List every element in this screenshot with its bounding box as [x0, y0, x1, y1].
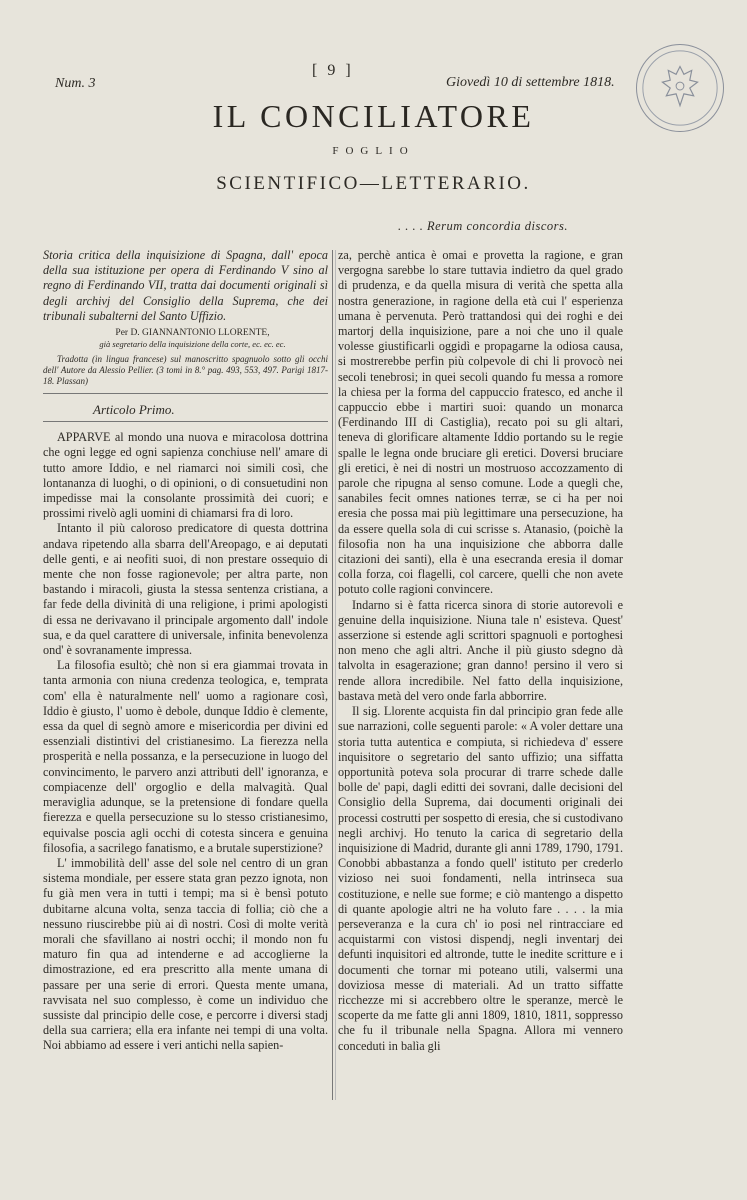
- column-divider: [332, 250, 336, 1100]
- page-number: [ 9 ]: [312, 62, 354, 79]
- article-rule-bottom: [43, 421, 328, 422]
- paragraph: L' immobilità dell' asse del sole nel centro di un gran sistema mondiale, per essere stata gran pezzo ignota, non fu già men vera in tutti i tempi; ma si è bensì potuto dubitarne alcuna volta, senza taccia di follia; ciò che a nessuno riuscirebbe più ai dì nostri. Così di molte verità morali che sfavillano ai nostri occhi; il mondo non fu maturo fin qua ad intenderne e ad accoglierne la dimostrazione, ed era prescritto alla mente umana di passare per una serie di errori. Questa mente umana, ravvisata nel suo complesso, è come un individuo che sussiste dal principio delle cose, e percorre i diversi stadj della sua carriera; ella era infante nei tempi di una volta. Noi abbiamo ad essere i veri antichi nella sapien-: [43, 855, 328, 1053]
- newspaper-subtitle: SCIENTIFICO—LETTERARIO.: [216, 173, 531, 194]
- review-author: Per D. GIANNANTONIO LLORENTE,: [115, 328, 270, 339]
- translation-note: Tradotta (in lingua francese) sul manoscritto spagnuolo sotto gli occhi dell' Autore da Alessio Pellier. (3 tomi in 8.° pag. 493, 553, 497. Parigi 1817-18. Plassan): [43, 354, 328, 387]
- author-role: già segretario della inquisizione della corte, ec. ec. ec.: [99, 339, 286, 350]
- paragraph: Intanto il più caloroso predicatore di questa dottrina andava ripetendo alla sbarra dell'Areopago, e ai deputati delle genti, e ai neofiti suoi, di non prestare ossequio di mente che non fosse ragionevole; per altra parte, non bastando i miracoli, giusta la stessa sentenza cristiana, a far fede della divinità di una religione, i primi apologisti di essa ne derivavano il principale argomento dall' indole sua, e da quel carattere di universale, infinita benevolenza ond' è sovranamente impressa.: [43, 521, 328, 658]
- paragraph: La filosofia esultò; chè non si era giammai trovata in tanta armonia con niuna credenza teologica, e, temprata com' ella è naturalmente nell' uomo a ragionare così, Iddio è giusto, l' uomo è debole, dunque Iddio è clemente, essa da quel di segnò amore e misericordia per divini ed essenziali distintivi del cristianesimo. La fierezza nella prosperità e nella possanza, e la persecuzione in luogo del convincimento, le parvero anzi attributi dell' ignoranza, e compiacenze dell' orgoglio e della malvagità. Qual meraviglia adunque, se la pretensione di fondare quella fierezza e quella persecuzione su lo stesso cristianesimo, equivalse poscia agli occhi di cotesta sincera e genuina filosofia, a sacrilego fanatismo, e a brutale superstizione?: [43, 658, 328, 855]
- review-title: Storia critica della inquisizione di Spagna, dall' epoca della sua istituzione per opera di Ferdinando V sino al regno di Ferdinando VII, tratta dai documenti originali sì degli archivj del Consiglio della Suprema, che dei tribunali subalterni del Santo Uffizio.: [43, 248, 328, 323]
- newspaper-title: IL CONCILIATORE: [212, 98, 535, 134]
- left-column: [43, 248, 328, 1054]
- article-heading: Articolo Primo.: [93, 402, 175, 418]
- issue-number: Num. 3: [55, 76, 96, 91]
- paragraph: APPARVE al mondo una nuova e miracolosa dottrina che ogni legge ed ogni sapienza conchiuse nell' amare di tutto amore Iddio, e nel riamarci noi simili così, che lontananza di luoghi, o di opinioni, o di consuetudini non impedisse mai la consolante prossimità dei cuori; e prossimi rivelò agli uomini di chiamarsi fra di loro.: [43, 430, 328, 521]
- latin-motto: . . . . Rerum concordia discors.: [398, 219, 569, 233]
- foglio-label: FOGLIO: [332, 145, 415, 157]
- right-column: [338, 248, 623, 1054]
- paragraph: Indarno si è fatta ricerca sinora di storie autorevoli e genuine della inquisizione. Niuna tale n' esisteva. Quest' asserzione si estende agli scrittori spagnuoli e portoghesi non meno che agli altri. Anche il più giusto sdegno dà talvolta in esagerazione; gran danno! persino il vero si rende allora incredibile. Nel fatto della inquisizione, bastava metà del vero onde farla abborrire.: [338, 597, 623, 703]
- paragraph: za, perchè antica è omai e provetta la ragione, e gran vergogna sarebbe lo stare tuttavia indietro da quel grado di prudenza, e da quella misura di verità che spetta alla nostra generazione, in ragione della età cui l' esperienza umana è pervenuta. Però trattandosi qui dei roghi e dei martorj della inquisizione, pare a noi che uno il quale volesse giustificarli oggidì e propagarne la odiosa causa, si mostrerebbe perfin più colpevole di chi li provocò nei secoli tenebrosi; in quei secoli quando fu messa a romore la chiesa per la forma del cappuccio fratesco, ed anche il cappuccio ebbe i martiri suoi: quando un monarca (Ferdinando III di Castiglia), recato poi su gli altari, teneva di glorificare altamente Iddio portando su le regie spalle le legna onde bruciare gli eretici. Doversi bruciare gli eretici, è nei di nostri un mostruoso accozzamento di parole che ripugna al senso comune. Lode a quegli che, sanabiles fecit omnes nationes terræ, se ci ha per noi eresia che possa mai più legittimare una persecuzione, ha da essere quella sola di cui scrisse s. Atanasio, (poichè la filosofia non ha una inquisizione che abborra dalle citazioni dei santi), ella è una esecranda eresia il domar colla forza, coi flagelli, col carcere, quelli che non avete potuto colle ragioni convincere.: [338, 248, 623, 597]
- issue-date: Giovedì 10 di settembre 1818.: [446, 75, 615, 90]
- article-rule-top: [43, 393, 328, 394]
- paragraph: Il sig. Llorente acquista fin dal principio gran fede alle sue narrazioni, colle seguenti parole: « A voler dettare una storia tutta autentica e compiuta, si richiedeva d' essere inquisitore o segretario del santo uffizio; una siffatta opportunità poteva sola procurar di trarre schede dalle bolle de' papi, dagli editti dei sovrani, dalle decisioni del Consiglio della Suprema, dai documenti originali dei processi costrutti per sospetto di eresia, che si custodivano negli archivj. Ho tenuto la carica di segretario della inquisizione di Madrid, durante gli anni 1789, 1790, 1791. Conobbi abbastanza a fondo quell' istituto per crederlo vizioso nei suoi fondamenti, nella intrinseca sua costituzione, e nelle sue forme; e ciò mantengo a dispetto di quante apologie altri ne ha voluto fare . . . . la mia perseveranza e la cura ch' io posi nel rintracciare ed acquistarmi con vistosi dispendj, negli inventarj dei defunti inquisitori ed altronde, tutte le inedite scritture e i documenti che tornar mi poteano utili, valsermi una doviziosa messe di materiali. Ad un tratto siffatte ricchezze mi si accrebbero oltre le speranze, mercè le scoperte da me fatte gli anni 1809, 1810, 1811, soppresso che fu il tribunale nella Spagna. Allora mi vennero conceduti in balìa gli: [338, 704, 624, 1053]
- masthead-top-line: [0, 62, 747, 92]
